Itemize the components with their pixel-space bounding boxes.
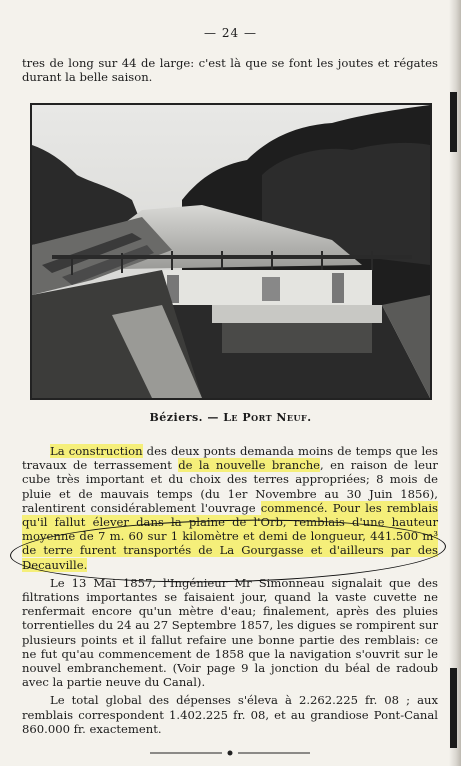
top-paragraph: tres de long sur 44 de large: c'est là que se font les joutes et régates durant la belle saison. xyxy=(22,56,438,85)
page-number: — 24 — xyxy=(204,26,257,40)
caption-place: Béziers. xyxy=(149,411,204,424)
highlight-construction: La construction xyxy=(50,444,143,458)
highlight-remblais: commencé. Pour les remblais qu'il fallut élever dans la plaine de l'Orb, remblais d'une hauteur moyenne de 7 m. 60 sur 1 kilomètre et demi de longueur, 441.500 m³ de terre furent transportés de La Gourgasse et d'ailleurs par des Decauville. xyxy=(22,500,438,572)
paragraph1-text-b: , en raison de leur cube très important et du choix des terres appropriées; 8 mois de pluie et de mauvais temps (du 1er Novembre au 30 Juin 1856), ralentirent considérablement l'ouvrage xyxy=(22,458,438,515)
paragraph-depenses: Le total global des dépenses s'éleva à 2.262.225 fr. 08 ; aux remblais correspondent 1.402.225 fr. 08, et au grandiose Pont-Canal 860.000 fr. exactement. xyxy=(22,693,438,736)
highlight-nouvelle-branche: de la nouvelle branche xyxy=(178,458,321,473)
bottom-ornament xyxy=(0,748,461,758)
photo-caption xyxy=(0,411,461,424)
photograph xyxy=(30,103,432,400)
main-text-block xyxy=(22,444,438,736)
caption-title: — Le Port Neuf. xyxy=(207,411,312,424)
paragraph-filtrations: Le 13 Mai 1857, l'Ingénieur Mr Simonneau signalait que des filtrations importantes se faisaient jour, quand la vaste cuvette ne renfermait encore qu'un mètre d'eau; finalement, après des pluies torrentielles du 24 au 27 Septembre 1857, les digues se rompirent sur plusieurs points et il fallut refaire une bonne partie des remblais: ce ne fut qu'au commencement de 1858 que la navigation s'ouvrit sur le nouvel embranchement. (Voir page 9 la jonction du béal de radoub avec la partie neuve du Canal). xyxy=(22,575,438,690)
scan-mark-top xyxy=(450,92,457,152)
port-neuf-photo xyxy=(32,105,430,398)
paragraph1-text-a: des deux ponts demanda moins de temps que les travaux de terrassement xyxy=(22,444,438,473)
top-text-block xyxy=(22,56,438,84)
scan-mark-bottom xyxy=(450,668,457,748)
